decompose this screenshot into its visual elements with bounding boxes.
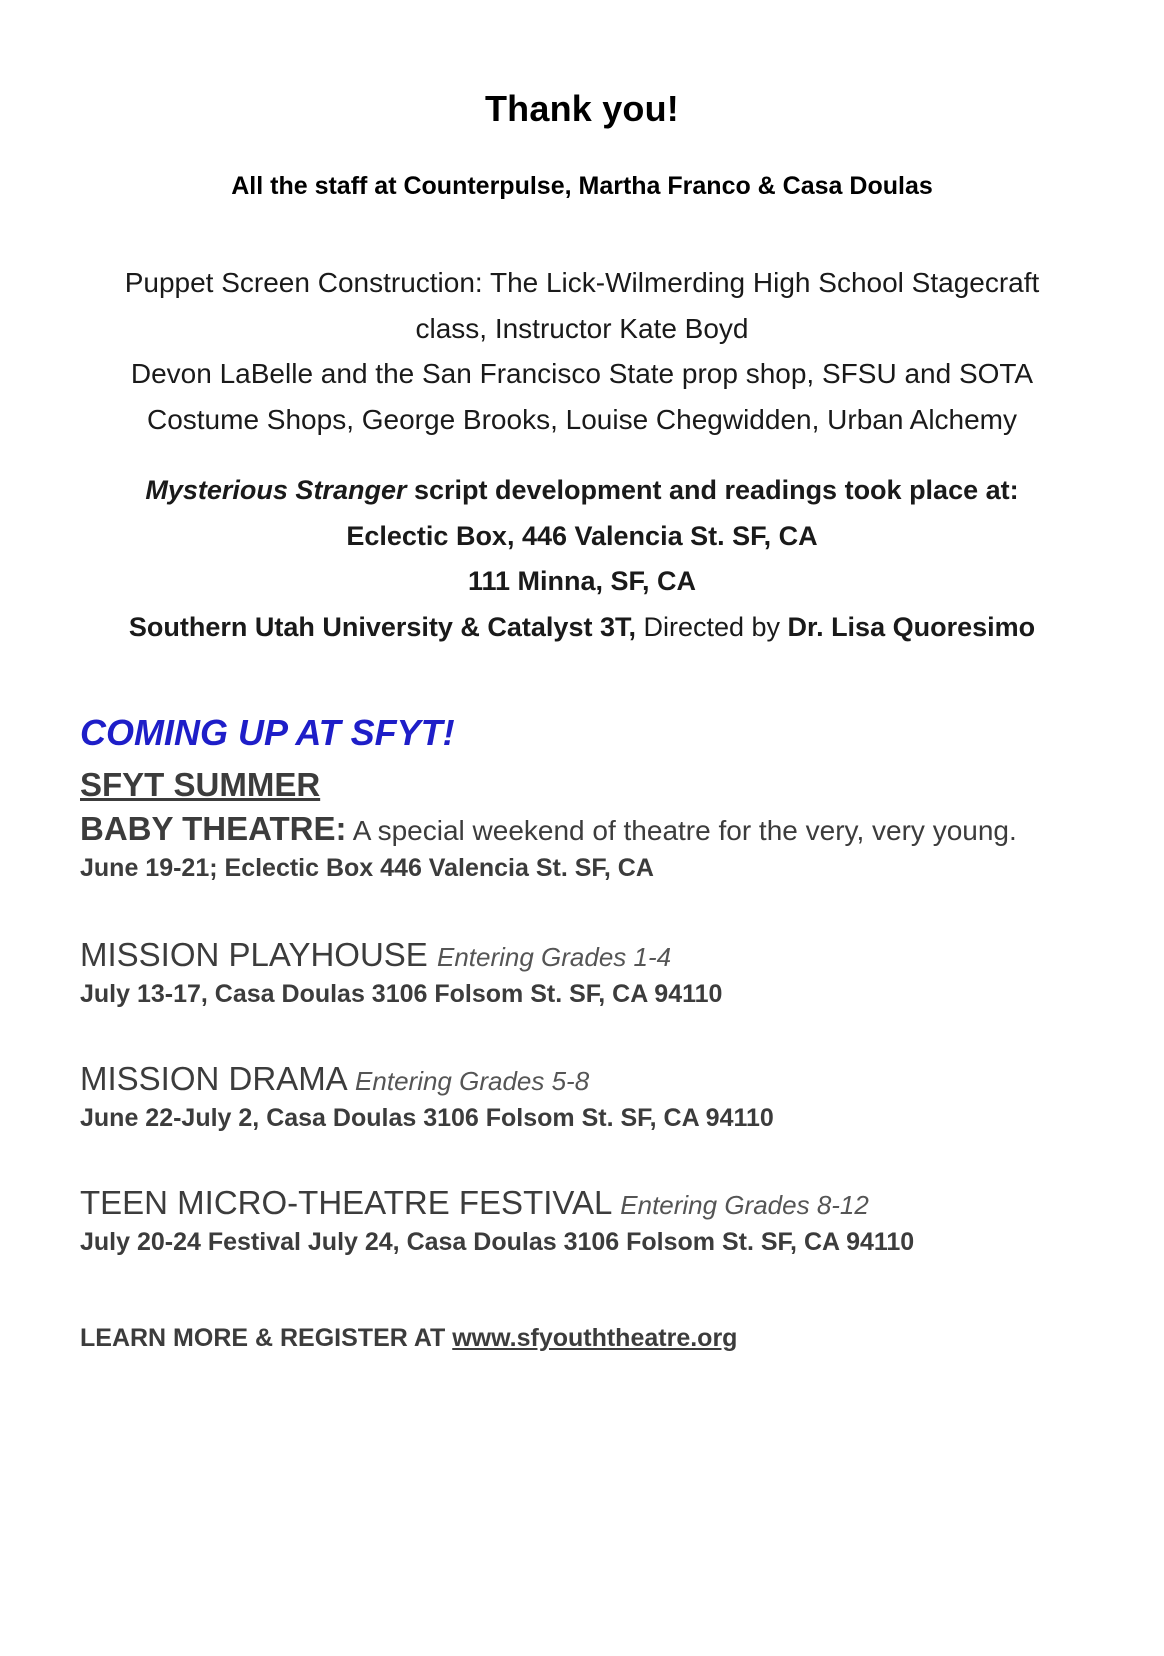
play-title: Mysterious Stranger [145,475,407,505]
venue-eclectic-box: Eclectic Box, 446 Valencia St. SF, CA [346,520,818,551]
program-heading [80,934,1140,978]
program-date-bold: June 19-21 [80,854,210,882]
program-description: A special weekend of theatre for the very, very young. [346,815,1017,846]
program-name: MISSION DRAMA [80,1060,346,1097]
learn-more-line [80,1324,737,1353]
program-heading [80,1058,1140,1102]
program-name: TEEN MICRO-THEATRE FESTIVAL [80,1184,612,1221]
credit-line: class, Instructor Kate Boyd [415,312,749,344]
sfyt-summer-subheading: SFYT SUMMER [80,766,321,803]
program-baby-theatre [80,808,1140,883]
program-mission-drama [80,1058,1140,1133]
learn-more-label: LEARN MORE & REGISTER AT [80,1324,453,1352]
program-name: MISSION PLAYHOUSE [80,936,428,973]
program-teen-micro-theatre [80,1182,1140,1257]
program-grades: Entering Grades 1-4 [436,942,672,972]
program-date-rest: ; Eclectic Box 446 Valencia St. SF, CA [209,854,654,882]
program-grades: Entering Grades 5-8 [355,1066,590,1096]
venue-suu [40,605,1124,651]
readings-intro [40,468,1124,514]
program-heading [80,1182,1140,1226]
credits-block [70,260,1094,442]
credit-line: Costume Shops, George Brooks, Louise Chegwidden, Urban Alchemy [146,403,1018,435]
credit-line: Devon LaBelle and the San Francisco State prop shop, SFSU and SOTA [130,358,1034,389]
program-date: June 22-July 2, Casa Doulas 3106 Folsom St. SF, CA 94110 [80,1104,774,1132]
program-name: BABY THEATRE: [80,810,347,847]
program-date: July 13-17, Casa Doulas 3106 Folsom St. SF, CA 94110 [80,980,723,1008]
director-name: Dr. Lisa Quoresimo [787,611,1036,642]
venue-suu-name: Southern Utah University & Catalyst 3T, [128,611,636,642]
thank-you-title: Thank you! [484,88,679,129]
readings-intro-rest: script development and readings took place at: [406,475,1019,505]
venue-minna: 111 Minna, SF, CA [467,566,697,596]
program-heading [80,808,1140,852]
credit-line: Puppet Screen Construction: The Lick-Wilmerding High School Stagecraft [124,267,1040,298]
program-date [80,854,1140,883]
readings-block [40,468,1124,650]
coming-up-heading: COMING UP AT SFYT! [80,712,455,753]
program-grades: Entering Grades 8-12 [620,1190,869,1220]
program-date: July 20-24 Festival July 24, Casa Doulas 3106 Folsom St. SF, CA 94110 [80,1228,915,1256]
staff-thanks-line: All the staff at Counterpulse, Martha Franco & Casa Doulas [231,172,933,200]
directed-by-label: Directed by [635,611,788,642]
program-mission-playhouse [80,934,1140,1009]
website-link[interactable]: www.sfyouththeatre.org [452,1324,738,1352]
